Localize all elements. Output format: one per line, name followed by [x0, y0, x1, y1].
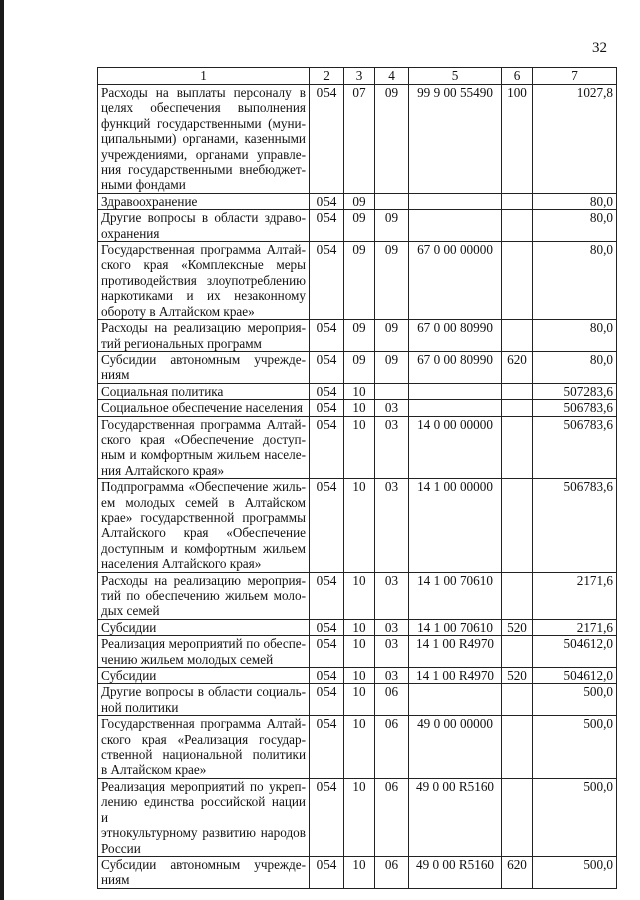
target-article-code: 99 9 00 55490 [409, 85, 502, 194]
row-name [98, 778, 310, 856]
expense-type-code [502, 416, 533, 479]
table-row [98, 668, 617, 684]
expense-type-code [502, 778, 533, 856]
section-code: 10 [344, 619, 375, 635]
section-code: 09 [344, 320, 375, 352]
row-name-line: Расходы на выплаты персоналу в [101, 85, 306, 100]
ministry-code: 054 [310, 479, 344, 572]
target-article-code: 14 1 00 70610 [409, 572, 502, 619]
section-code: 10 [344, 636, 375, 668]
budget-table [97, 67, 617, 889]
row-name-line: ниям [101, 367, 130, 383]
row-name-line: ского края «Обеспечение доступ- [101, 431, 306, 447]
table-row [98, 572, 617, 619]
expense-type-code [502, 479, 533, 572]
page-number: 32 [592, 40, 607, 56]
ministry-code: 054 [310, 210, 344, 242]
row-name-line: охранения [101, 225, 160, 241]
amount: 506783,6 [533, 400, 617, 416]
table-body [98, 85, 617, 889]
column-header: 3 [344, 68, 375, 85]
row-name-line: этнокультурному развитию народов [101, 825, 306, 841]
subsection-code [375, 193, 409, 209]
column-header: 7 [533, 68, 617, 85]
section-code: 10 [344, 716, 375, 779]
expense-type-code: 620 [502, 856, 533, 888]
ministry-code: 054 [310, 684, 344, 716]
row-name-line: Здравоохранение [101, 193, 198, 209]
row-name-line: ной политики [101, 699, 179, 715]
target-article-code: 67 0 00 80990 [409, 320, 502, 352]
row-name-line: Реализация мероприятий по обеспе- [101, 636, 306, 652]
amount: 80,0 [533, 351, 617, 383]
amount: 506783,6 [533, 416, 617, 479]
section-code: 10 [344, 668, 375, 684]
target-article-code [409, 400, 502, 416]
amount: 506783,6 [533, 479, 617, 572]
row-name-line: обороту в Алтайском крае» [101, 303, 255, 319]
ministry-code: 054 [310, 242, 344, 320]
ministry-code: 054 [310, 383, 344, 399]
row-name-line: лению единства российской нации и [101, 794, 306, 825]
section-code: 09 [344, 242, 375, 320]
target-article-code: 14 0 00 00000 [409, 416, 502, 479]
amount: 504612,0 [533, 668, 617, 684]
ministry-code: 054 [310, 572, 344, 619]
row-name-line: ным и комфортным жильем населе- [101, 447, 306, 463]
section-code: 10 [344, 856, 375, 888]
row-name-line: ского края «Комплексные меры [101, 257, 306, 273]
row-name [98, 684, 310, 716]
row-name [98, 193, 310, 209]
subsection-code: 03 [375, 479, 409, 572]
expense-type-code: 520 [502, 668, 533, 684]
ministry-code: 054 [310, 668, 344, 684]
amount: 80,0 [533, 320, 617, 352]
amount: 80,0 [533, 193, 617, 209]
subsection-code: 09 [375, 320, 409, 352]
expense-type-code [502, 210, 533, 242]
column-header: 4 [375, 68, 409, 85]
subsection-code: 06 [375, 684, 409, 716]
row-name-line: доступным и комфортным жильем [101, 540, 306, 556]
table-row [98, 778, 617, 856]
row-name [98, 636, 310, 668]
section-code: 10 [344, 778, 375, 856]
row-name-line: ными фондами [101, 177, 186, 193]
row-name [98, 572, 310, 619]
target-article-code: 49 0 00 R5160 [409, 778, 502, 856]
row-name-line: ния Алтайского края» [101, 462, 225, 478]
expense-type-code [502, 636, 533, 668]
row-name-line: целях обеспечения выполнения [101, 100, 306, 116]
target-article-code: 49 0 00 R5160 [409, 856, 502, 888]
ministry-code: 054 [310, 636, 344, 668]
row-name [98, 242, 310, 320]
table-row [98, 85, 617, 194]
row-name-line: противодействия злоупотреблению [101, 272, 306, 288]
subsection-code: 09 [375, 85, 409, 194]
section-code: 09 [344, 193, 375, 209]
subsection-code: 09 [375, 210, 409, 242]
expense-type-code: 520 [502, 619, 533, 635]
ministry-code: 054 [310, 856, 344, 888]
expense-type-code [502, 383, 533, 399]
table-row [98, 619, 617, 635]
column-header: 2 [310, 68, 344, 85]
subsection-code: 03 [375, 619, 409, 635]
expense-type-code [502, 684, 533, 716]
ministry-code: 054 [310, 716, 344, 779]
amount: 80,0 [533, 242, 617, 320]
row-name [98, 320, 310, 352]
row-name-line: Субсидии автономным учрежде- [101, 351, 306, 367]
table-row [98, 684, 617, 716]
amount: 504612,0 [533, 636, 617, 668]
amount: 1027,8 [533, 85, 617, 194]
target-article-code [409, 383, 502, 399]
amount: 500,0 [533, 778, 617, 856]
target-article-code: 14 1 00 R4970 [409, 636, 502, 668]
amount: 507283,6 [533, 383, 617, 399]
row-name-line: Социальное обеспечение населения [101, 400, 303, 416]
ministry-code: 054 [310, 320, 344, 352]
row-name-line: Расходы на реализацию мероприя- [101, 320, 306, 336]
target-article-code [409, 210, 502, 242]
row-name-line: Другие вопросы в области социаль- [101, 684, 306, 700]
target-article-code: 67 0 00 00000 [409, 242, 502, 320]
row-name [98, 210, 310, 242]
row-name-line: чению жильем молодых семей [101, 651, 274, 667]
subsection-code: 09 [375, 351, 409, 383]
row-name-line: ственной национальной политики [101, 747, 306, 763]
row-name-line: ниям [101, 872, 130, 888]
row-name-line: в Алтайском крае» [101, 762, 207, 778]
expense-type-code [502, 193, 533, 209]
row-name-line: Реализация мероприятий по укреп- [101, 778, 306, 794]
row-name-line: ципальными) органами, казенными [101, 131, 306, 147]
table-row [98, 320, 617, 352]
column-header: 5 [409, 68, 502, 85]
ministry-code: 054 [310, 400, 344, 416]
column-header: 6 [502, 68, 533, 85]
row-name-line: населения Алтайского края» [101, 556, 262, 572]
row-name [98, 416, 310, 479]
table-row [98, 351, 617, 383]
table-row [98, 383, 617, 399]
ministry-code: 054 [310, 416, 344, 479]
subsection-code: 09 [375, 242, 409, 320]
table-row [98, 193, 617, 209]
section-code: 10 [344, 383, 375, 399]
ministry-code: 054 [310, 85, 344, 194]
row-name-line: Подпрограмма «Обеспечение жиль- [101, 479, 306, 495]
row-name [98, 351, 310, 383]
row-name-line: тий региональных программ [101, 335, 262, 351]
expense-type-code: 100 [502, 85, 533, 194]
target-article-code: 14 1 00 R4970 [409, 668, 502, 684]
section-code: 09 [344, 351, 375, 383]
target-article-code [409, 193, 502, 209]
ministry-code: 054 [310, 193, 344, 209]
row-name [98, 856, 310, 888]
column-header: 1 [98, 68, 310, 85]
amount: 80,0 [533, 210, 617, 242]
table-row [98, 242, 617, 320]
row-name-line: Другие вопросы в области здраво- [101, 210, 306, 226]
row-name [98, 716, 310, 779]
row-name [98, 400, 310, 416]
expense-type-code [502, 400, 533, 416]
section-code: 10 [344, 400, 375, 416]
row-name-line: наркотиками и их незаконному [101, 288, 306, 304]
subsection-code: 03 [375, 400, 409, 416]
subsection-code: 03 [375, 416, 409, 479]
row-name-line: ния государственными внебюджет- [101, 162, 306, 178]
target-article-code: 67 0 00 80990 [409, 351, 502, 383]
expense-type-code [502, 572, 533, 619]
amount: 500,0 [533, 856, 617, 888]
scan-edge [0, 0, 4, 900]
target-article-code: 14 1 00 00000 [409, 479, 502, 572]
row-name-line: Субсидии [101, 668, 157, 684]
row-name [98, 668, 310, 684]
expense-type-code [502, 716, 533, 779]
row-name-line: учреждениями, органами управле- [101, 146, 306, 162]
row-name-line: Субсидии автономным учрежде- [101, 856, 306, 872]
subsection-code: 06 [375, 856, 409, 888]
ministry-code: 054 [310, 351, 344, 383]
section-code: 10 [344, 416, 375, 479]
table-row [98, 479, 617, 572]
row-name-line: Государственная программа Алтай- [101, 242, 306, 258]
table-row [98, 856, 617, 888]
subsection-code: 03 [375, 668, 409, 684]
row-name [98, 383, 310, 399]
expense-type-code [502, 320, 533, 352]
section-code: 10 [344, 684, 375, 716]
table-row [98, 416, 617, 479]
amount: 500,0 [533, 684, 617, 716]
row-name-line: тий по обеспечению жильем моло- [101, 588, 306, 603]
row-name [98, 85, 310, 194]
row-name-line: Субсидии [101, 619, 157, 635]
section-code: 10 [344, 572, 375, 619]
row-name [98, 479, 310, 572]
table-row [98, 716, 617, 779]
amount: 2171,6 [533, 572, 617, 619]
table-row [98, 210, 617, 242]
expense-type-code: 620 [502, 351, 533, 383]
amount: 500,0 [533, 716, 617, 779]
row-name-line: Социальная политика [101, 383, 224, 399]
row-name-line: ем молодых семей в Алтайском [101, 494, 306, 510]
row-name-line: Расходы на реализацию мероприя- [101, 572, 306, 588]
row-name-line: Алтайского края «Обеспечение [101, 525, 306, 541]
subsection-code: 03 [375, 636, 409, 668]
row-name-line: дых семей [101, 603, 160, 619]
amount: 2171,6 [533, 619, 617, 635]
subsection-code: 06 [375, 778, 409, 856]
table-row [98, 400, 617, 416]
row-name-line: крае» государственной программы [101, 509, 306, 525]
row-name [98, 619, 310, 635]
target-article-code: 49 0 00 00000 [409, 716, 502, 779]
subsection-code [375, 383, 409, 399]
subsection-code: 03 [375, 572, 409, 619]
target-article-code [409, 684, 502, 716]
ministry-code: 054 [310, 619, 344, 635]
ministry-code: 054 [310, 778, 344, 856]
section-code: 07 [344, 85, 375, 194]
table-row [98, 636, 617, 668]
header-row [98, 68, 617, 85]
section-code: 09 [344, 210, 375, 242]
target-article-code: 14 1 00 70610 [409, 619, 502, 635]
row-name-line: функций государственными (муни- [101, 115, 306, 131]
section-code: 10 [344, 479, 375, 572]
subsection-code: 06 [375, 716, 409, 779]
row-name-line: Государственная программа Алтай- [101, 416, 306, 432]
row-name-line: ского края «Реализация государ- [101, 731, 306, 747]
expense-type-code [502, 242, 533, 320]
row-name-line: России [101, 840, 141, 856]
row-name-line: Государственная программа Алтай- [101, 716, 306, 732]
